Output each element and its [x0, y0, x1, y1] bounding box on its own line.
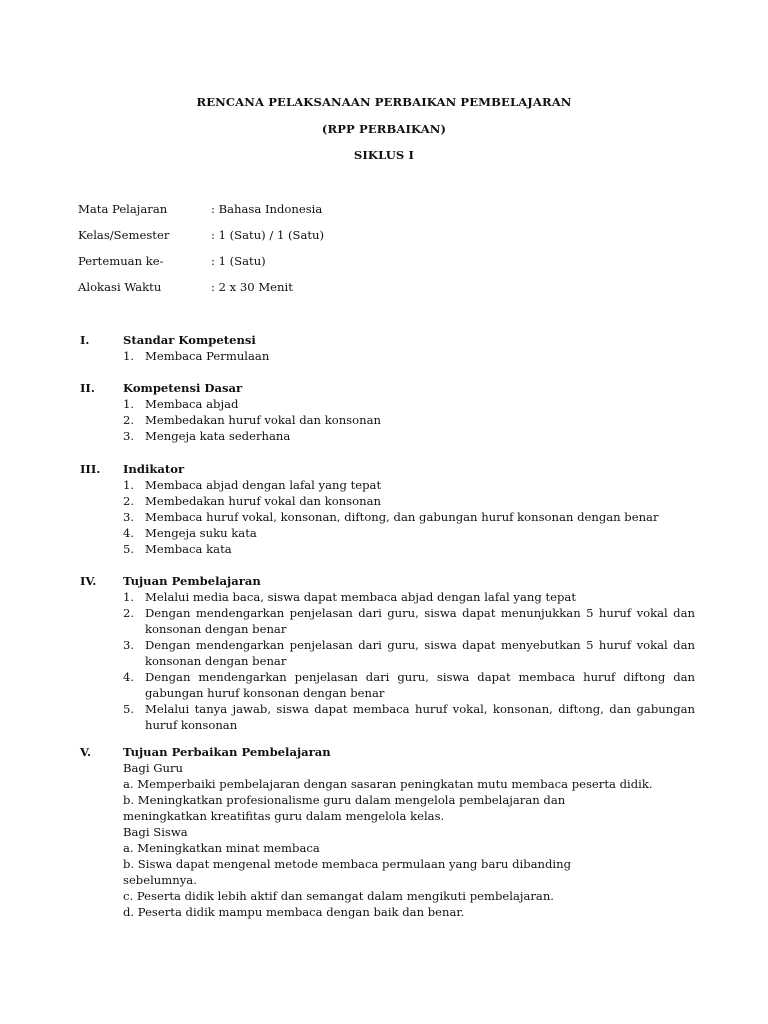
- text-line: a. Memperbaiki pembelajaran dengan sasaran peningkatan mutu membaca peserta didik.: [123, 777, 653, 791]
- item-number: 5.: [123, 702, 135, 716]
- text-line: d. Peserta didik mampu membaca dengan baik dan benar.: [123, 905, 465, 919]
- list-item: [123, 541, 695, 557]
- section-heading: Standar Kompetensi: [123, 333, 256, 347]
- list-item: [123, 477, 695, 493]
- item-text: Dengan mendengarkan penjelasan dari guru, siswa dapat membaca huruf diftong dan gabungan huruf konsonan dengan benar: [145, 670, 695, 700]
- item-text: Mengeja suku kata: [145, 526, 257, 540]
- section-list: [123, 477, 695, 557]
- identity-value: : 1 (Satu) / 1 (Satu): [211, 228, 325, 242]
- item-number: 4.: [123, 670, 135, 684]
- identity-label: Mata Pelajaran: [78, 202, 168, 216]
- list-item: [123, 589, 695, 605]
- list-item: [123, 669, 695, 701]
- item-number: 1.: [123, 478, 135, 492]
- item-number: 2.: [123, 413, 135, 427]
- item-text: Membaca abjad: [145, 397, 239, 411]
- section-list: [123, 589, 695, 733]
- identity-value: : 1 (Satu): [211, 254, 266, 268]
- text-line: b. Siswa dapat mengenal metode membaca permulaan yang baru dibanding: [123, 857, 572, 871]
- section-numeral: V.: [80, 745, 92, 759]
- item-number: 1.: [123, 349, 135, 363]
- section-numeral: IV.: [80, 574, 97, 588]
- document-subtitle: (RPP PERBAIKAN): [321, 122, 447, 136]
- section-heading: Indikator: [123, 462, 185, 476]
- identity-label: Kelas/Semester: [78, 228, 170, 242]
- item-text: Membaca kata: [145, 542, 232, 556]
- item-text: Melalui tanya jawab, siswa dapat membaca huruf vokal, konsonan, diftong, dan gabungan huruf konsonan: [145, 702, 695, 732]
- subheading-student: Bagi Siswa: [123, 825, 188, 839]
- list-item: [123, 637, 695, 669]
- list-item: [123, 428, 695, 444]
- list-item: [123, 493, 695, 509]
- document-title: RENCANA PELAKSANAAN PERBAIKAN PEMBELAJARAN: [196, 95, 572, 109]
- identity-value: : 2 x 30 Menit: [211, 280, 293, 294]
- item-text: Membedakan huruf vokal dan konsonan: [145, 494, 381, 508]
- section-heading: Tujuan Pembelajaran: [123, 574, 261, 588]
- item-text: Dengan mendengarkan penjelasan dari guru, siswa dapat menunjukkan 5 huruf vokal dan konsonan dengan benar: [145, 606, 695, 636]
- item-number: 1.: [123, 397, 135, 411]
- item-text: Mengeja kata sederhana: [145, 429, 291, 443]
- list-item: [123, 701, 695, 733]
- section-numeral: III.: [80, 462, 101, 476]
- item-number: 1.: [123, 590, 135, 604]
- item-text: Membedakan huruf vokal dan konsonan: [145, 413, 381, 427]
- section-list: [123, 348, 695, 364]
- item-text: Melalui media baca, siswa dapat membaca abjad dengan lafal yang tepat: [145, 590, 576, 604]
- text-line: meningkatkan kreatifitas guru dalam mengelola kelas.: [123, 809, 445, 823]
- item-number: 2.: [123, 606, 135, 620]
- item-number: 3.: [123, 429, 135, 443]
- text-line: a. Meningkatkan minat membaca: [123, 841, 320, 855]
- text-line: c. Peserta didik lebih aktif dan semangat dalam mengikuti pembelajaran.: [123, 889, 554, 903]
- identity-label: Pertemuan ke-: [78, 254, 164, 268]
- item-text: Membaca huruf vokal, konsonan, diftong, dan gabungan huruf konsonan dengan benar: [145, 510, 659, 524]
- identity-value: : Bahasa Indonesia: [211, 202, 323, 216]
- item-number: 3.: [123, 510, 135, 524]
- item-number: 4.: [123, 526, 135, 540]
- list-item: [123, 412, 695, 428]
- identity-label: Alokasi Waktu: [78, 280, 162, 294]
- section-numeral: II.: [80, 381, 95, 395]
- text-line: sebelumnya.: [123, 873, 197, 887]
- section-heading: Kompetensi Dasar: [123, 381, 243, 395]
- item-number: 3.: [123, 638, 135, 652]
- item-number: 5.: [123, 542, 135, 556]
- section-list: [123, 396, 695, 444]
- item-text: Membaca Permulaan: [145, 349, 270, 363]
- subheading-teacher: Bagi Guru: [123, 761, 183, 775]
- section-heading: Tujuan Perbaikan Pembelajaran: [123, 745, 331, 759]
- document-cycle: SIKLUS I: [353, 148, 415, 162]
- list-item: [123, 348, 695, 364]
- list-item: [123, 605, 695, 637]
- text-line: b. Meningkatkan profesionalisme guru dalam mengelola pembelajaran dan: [123, 793, 566, 807]
- item-text: Membaca abjad dengan lafal yang tepat: [145, 478, 382, 492]
- list-item: [123, 525, 695, 541]
- list-item: [123, 396, 695, 412]
- section-body: [123, 760, 695, 920]
- item-text: Dengan mendengarkan penjelasan dari guru, siswa dapat menyebutkan 5 huruf vokal dan konsonan dengan benar: [145, 638, 695, 668]
- item-number: 2.: [123, 494, 135, 508]
- section-numeral: I.: [80, 333, 90, 347]
- list-item: [123, 509, 695, 525]
